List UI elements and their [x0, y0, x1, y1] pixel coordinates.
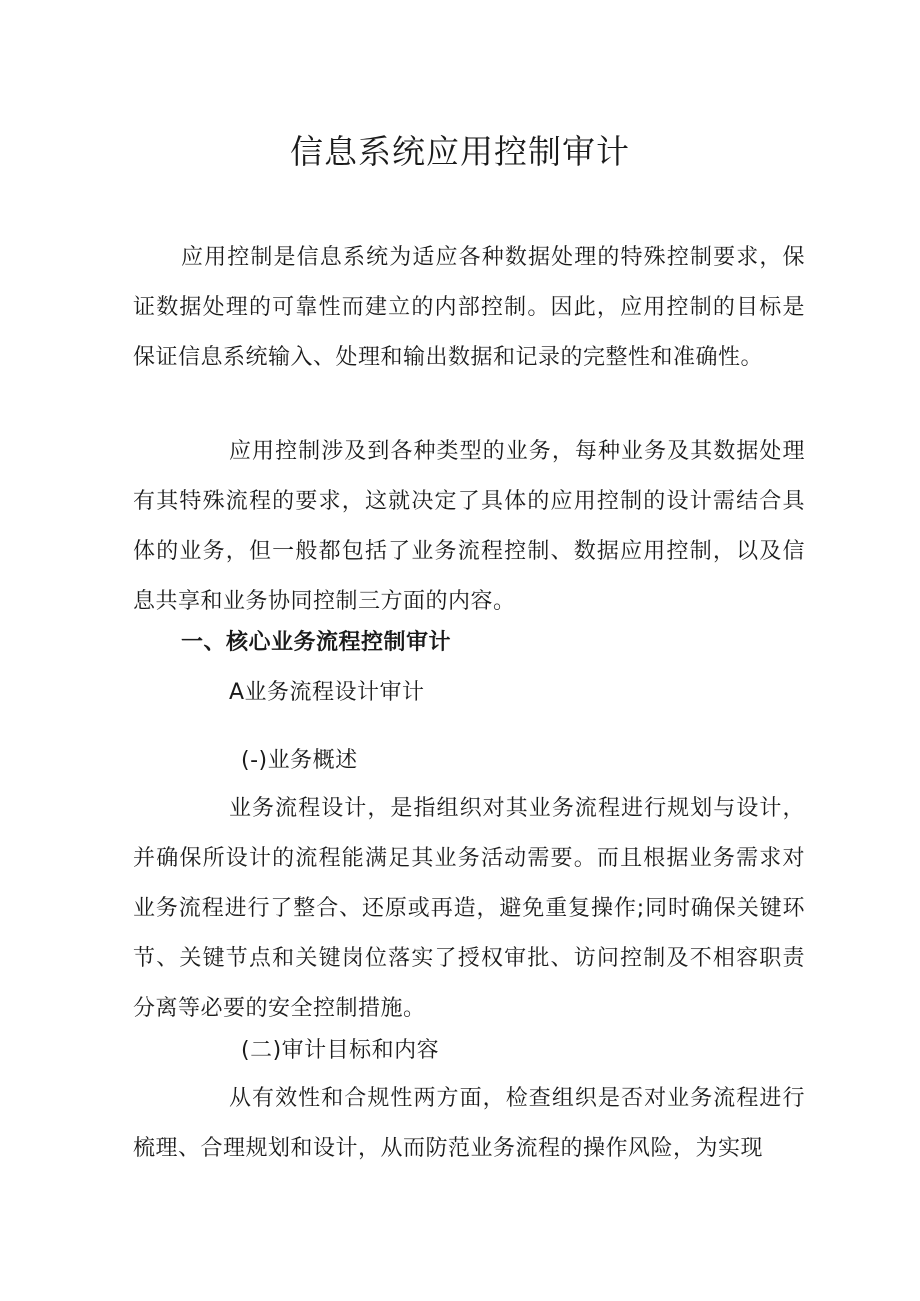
paragraph-intro: 应用控制是信息系统为适应各种数据处理的特殊控制要求，保证数据处理的可靠性而建立的内部控制。因此，应用控制的目标是保证信息系统输入、处理和输出数据和记录的完整性和准确性。: [133, 245, 805, 370]
subheading-audit-objectives: (二)审计目标和内容: [241, 1038, 440, 1063]
document-title: 信息系统应用控制审计: [290, 132, 630, 171]
paragraph-process-design: 业务流程设计，是指组织对其业务流程进行规划与设计，并确保所设计的流程能满足其业务活动需要。而且根据业务需求对业务流程进行了整合、还原或再造，避免重复操作;同时确保关键环节、关键节点和关键岗位落实了授权审批、访问控制及不相容职责分离等必要的安全控制措施。: [133, 796, 805, 1021]
paragraph-scope: 应用控制涉及到各种类型的业务，每种业务及其数据处理有其特殊流程的要求，这就决定了具体的应用控制的设计需结合具体的业务，但一般都包括了业务流程控制、数据应用控制，以及信息共享和业务协同控制三方面的内容。: [133, 439, 805, 614]
paragraph-objectives: 从有效性和合规性两方面，检查组织是否对业务流程进行梳理、合理规划和设计，从而防范业务流程的操作风险，为实现: [133, 1086, 805, 1161]
subheading-business-overview: (-)业务概述: [241, 748, 358, 773]
section-heading-core-process: 一、核心业务流程控制审计: [181, 630, 452, 655]
subheading-process-design-audit: A业务流程设计审计: [229, 680, 425, 705]
